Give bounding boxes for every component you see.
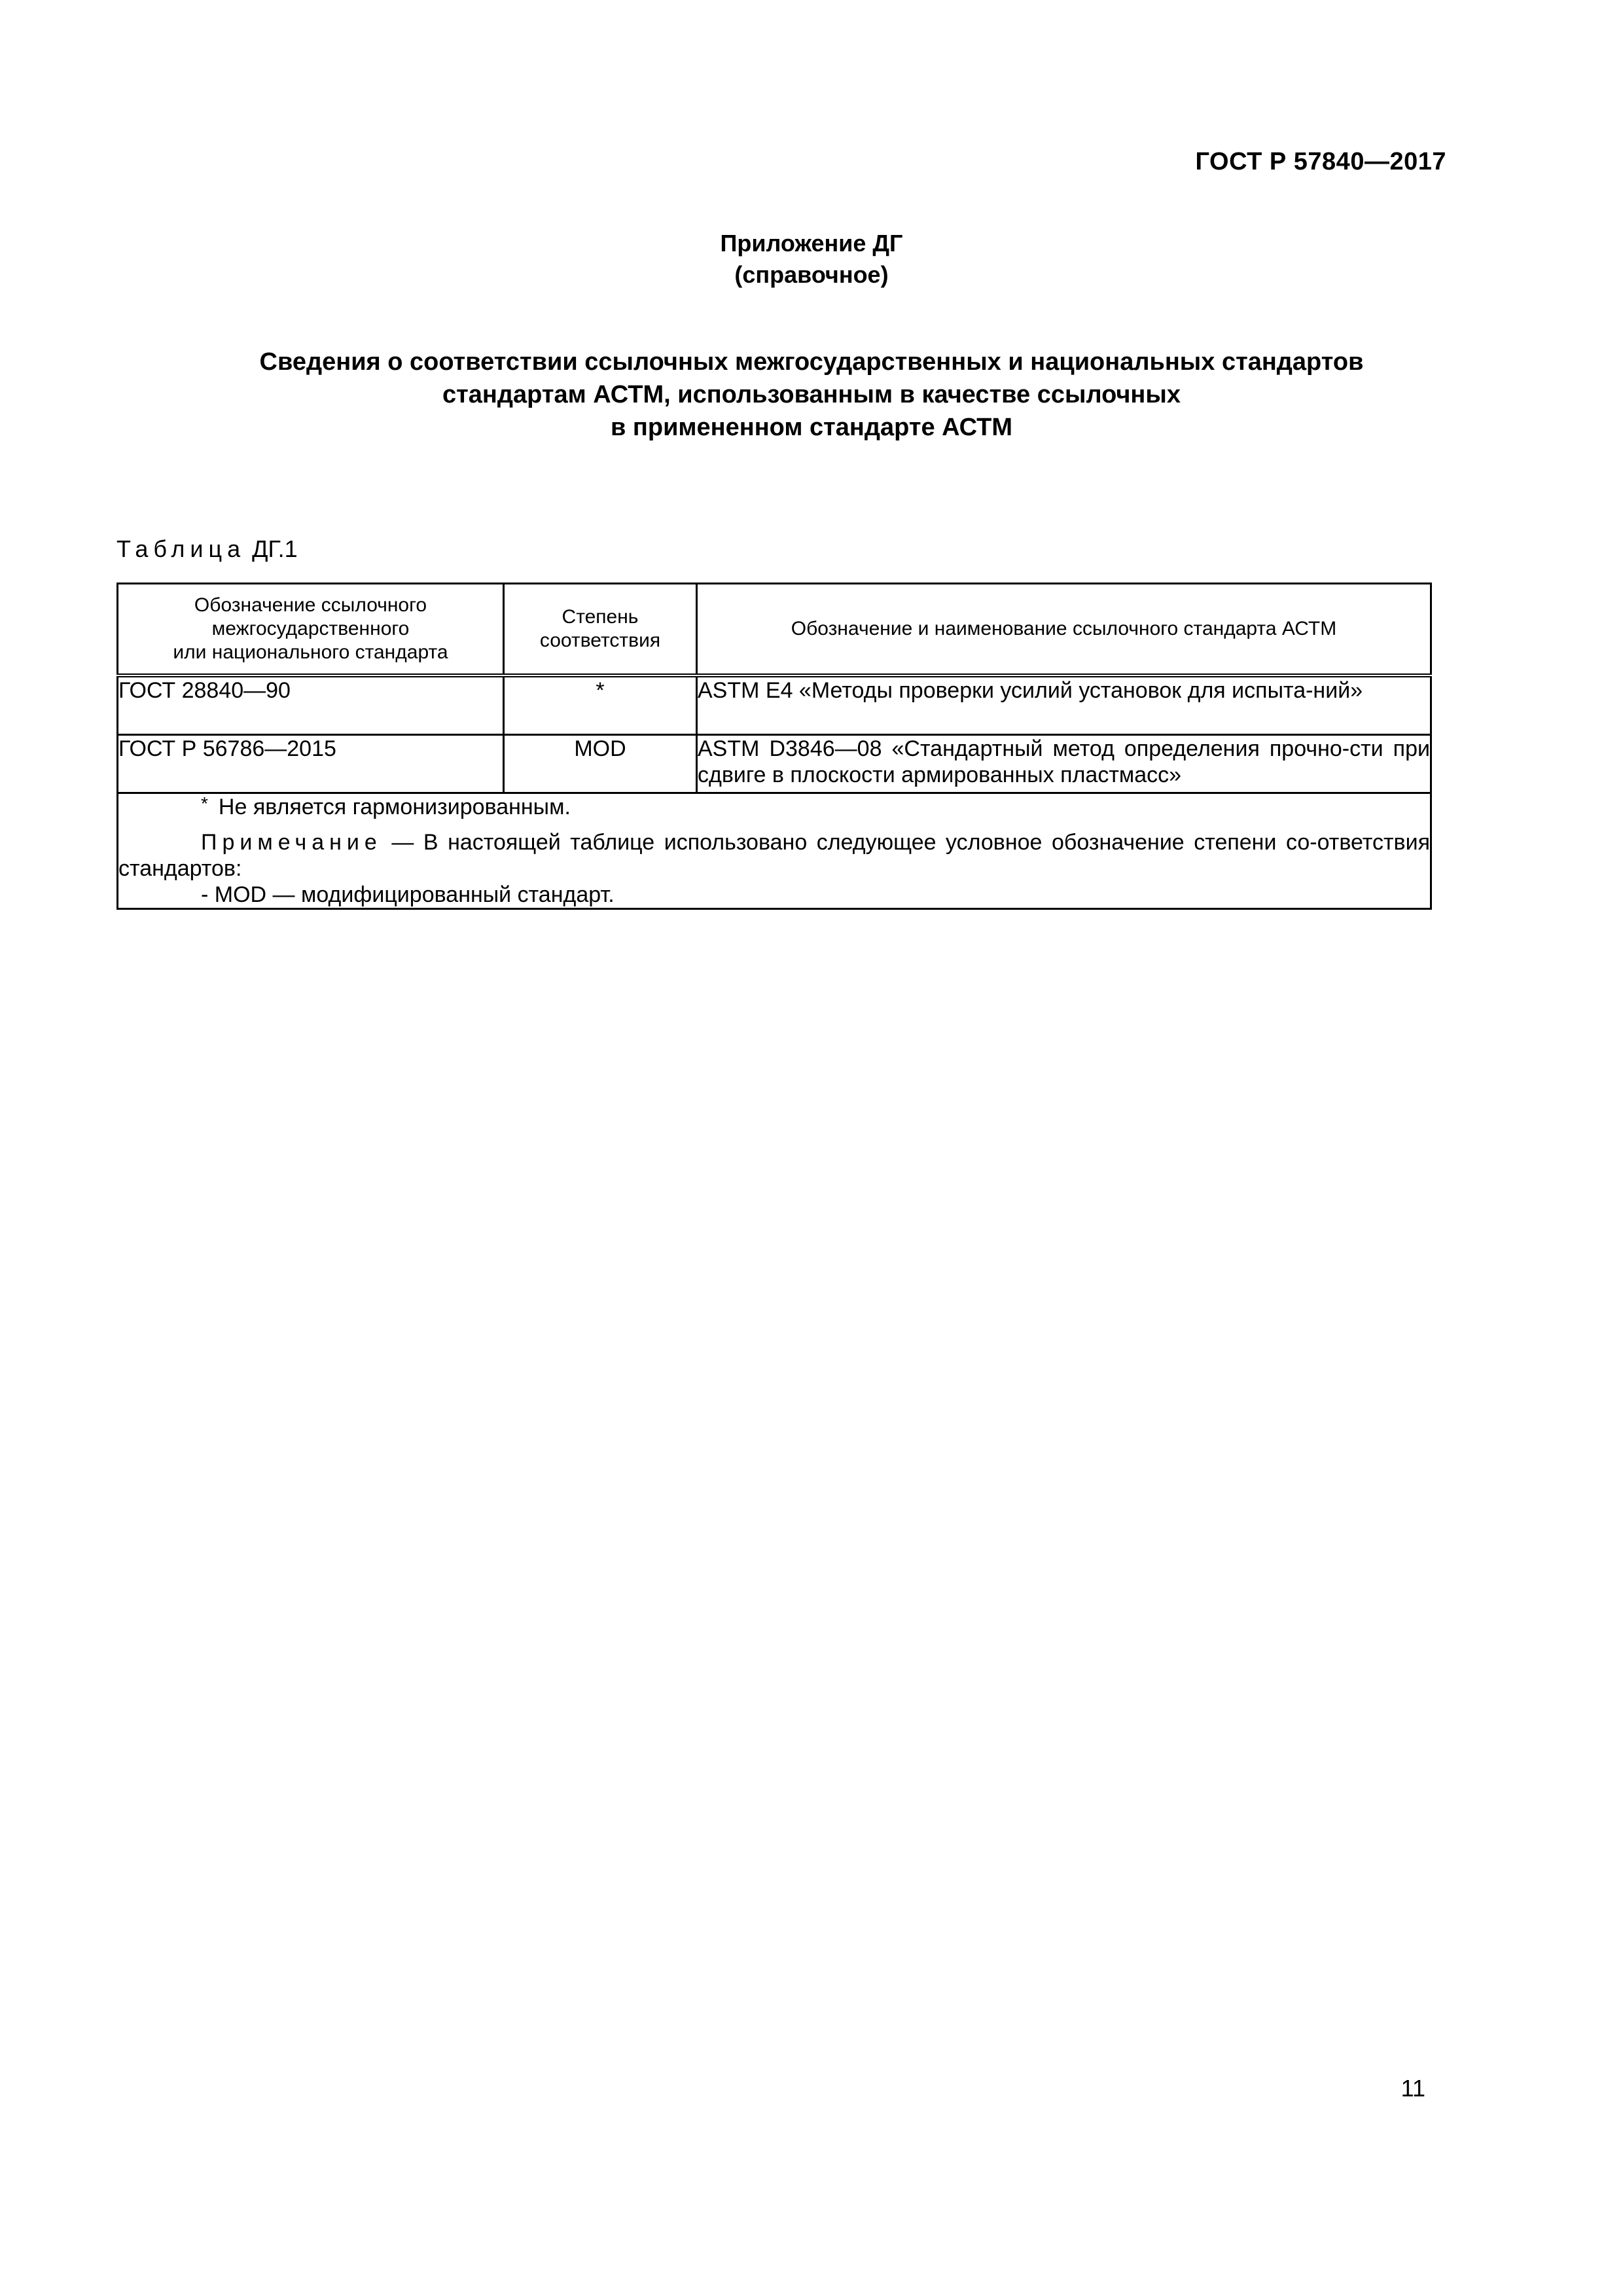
table-notes-row [118, 793, 1431, 909]
appendix-heading [0, 228, 1623, 291]
table-row [118, 675, 1431, 735]
appendix-type: (справочное) [734, 261, 889, 288]
table-header-row [118, 584, 1431, 676]
document-code: ГОСТ Р 57840—2017 [1195, 148, 1446, 175]
page-number: 11 [1400, 2075, 1425, 2102]
header-standard-designation: Обозначение ссылочного межгосударственного или национального стандарта [118, 584, 504, 676]
header-degree-of-correspondence: Степень соответствия [504, 584, 697, 676]
footnote-text: Не является гармонизированным. [218, 795, 571, 819]
title-line-2: стандартам АСТМ, использованным в качестве ссылочных [442, 381, 1181, 408]
header-astm-standard: Обозначение и наименование ссылочного стандарта АСТМ [697, 584, 1431, 676]
note-item: - MOD — модифицированный стандарт. [201, 882, 615, 907]
table-caption [116, 535, 298, 563]
table-caption-number: ДГ.1 [252, 535, 298, 562]
title-line-3: в примененном стандарте АСТМ [610, 414, 1012, 441]
standard-cell: ГОСТ Р 56786—2015 [118, 735, 504, 793]
table-notes [118, 793, 1431, 909]
note-text: — В настоящей таблице использовано следующее условное обозначение степени со-ответствия стандартов: [118, 830, 1431, 881]
footnote-mark: * [201, 793, 208, 814]
table-row [118, 735, 1431, 793]
appendix-name: Приложение ДГ [720, 230, 903, 257]
note [118, 829, 1430, 882]
appendix-title [0, 346, 1623, 444]
standard-cell: ГОСТ 28840—90 [118, 675, 504, 735]
table-caption-word: Таблица [116, 535, 246, 562]
note-label: Примечание [201, 830, 382, 855]
footnote [118, 794, 1430, 820]
degree-cell: MOD [504, 735, 697, 793]
correspondence-table [116, 583, 1432, 910]
astm-cell: ASTM E4 «Методы проверки усилий установок для испыта-ний» [697, 675, 1431, 735]
title-line-1: Сведения о соответствии ссылочных межгосударственных и национальных стандартов [259, 348, 1364, 376]
astm-cell: ASTM D3846—08 «Стандартный метод определения прочно-сти при сдвиге в плоскости армированных пластмасс» [697, 735, 1431, 793]
degree-cell: * [504, 675, 697, 735]
